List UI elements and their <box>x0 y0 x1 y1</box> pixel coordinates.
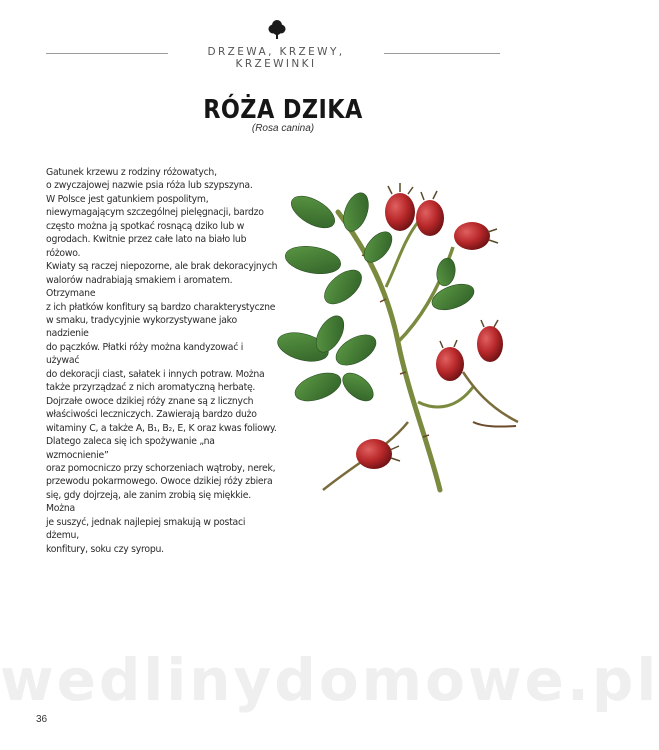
body-line: Gatunek krzewu z rodziny różowatych, <box>46 167 217 178</box>
header-rule-right <box>384 53 500 54</box>
body-line: do dekoracji ciast, sałatek i innych potraw. Można <box>46 368 265 380</box>
header-rule-left <box>46 53 168 54</box>
body-line: Kwiaty są raczej niepozorne, ale brak dekoracyjnych <box>46 261 278 273</box>
body-line: witaminy C, a także A, B₁, B₂, E, K oraz kwas foliowy. <box>46 422 277 434</box>
body-line: niewymagającym szczególnej pielęgnacji, bardzo <box>46 207 264 219</box>
latin-name: (Rosa canina) <box>251 123 315 134</box>
body-line: o zwyczajowej nazwie psia róża lub szypszyna. <box>46 180 253 192</box>
tree-icon <box>266 18 288 40</box>
body-line: z ich płatków konfitury są bardzo charakterystyczne <box>46 301 276 313</box>
body-line: właściwości leczniczych. Zawierają bardzo dużo <box>46 409 257 421</box>
body-line: ogrodach. Kwitnie przez całe lato na biało lub różowo. <box>46 234 247 259</box>
body-line: W Polsce jest gatunkiem pospolitym, <box>46 193 209 205</box>
body-line: w smaku, tradycyjnie wykorzystywane jako nadzienie <box>46 314 237 340</box>
body-line: Dlatego zaleca się ich spożywanie „na wzmocnienie” <box>46 436 215 461</box>
body-line: się, gdy dojrzeją, ale zanim zrobią się miękkie. Można <box>46 489 251 515</box>
body-line: do pączków. Płatki róży można kandyzować i używać <box>46 341 244 367</box>
body-line: także przyrządzać z nich aromatyczną herbatę. <box>46 382 256 394</box>
body-line: Dojrzałe owoce dzikiej róży znane są z licznych <box>46 395 254 407</box>
page-title: RÓŻA DZIKA <box>203 95 363 125</box>
page-number: 36 <box>36 714 48 725</box>
article-body <box>46 166 278 556</box>
watermark: wedlinydomowe.pl <box>0 646 659 714</box>
section-label: DRZEWA, KRZEWY, KRZEWINKI <box>207 46 345 70</box>
body-line: walorów nadrabiają smakiem i aromatem. Otrzymane <box>46 274 233 300</box>
body-line: często można ją spotkać rosnącą dziko lub w <box>46 220 245 232</box>
body-line: konfitury, soku czy syropu. <box>46 543 164 555</box>
body-line: oraz pomocniczo przy schorzeniach wątroby, nerek, <box>46 462 276 474</box>
body-line: przewodu pokarmowego. Owoce dzikiej róży zbiera <box>46 476 273 488</box>
body-line: je suszyć, jednak najlepiej smakują w postaci dżemu, <box>46 516 246 542</box>
rose-hip-illustration <box>268 172 528 502</box>
